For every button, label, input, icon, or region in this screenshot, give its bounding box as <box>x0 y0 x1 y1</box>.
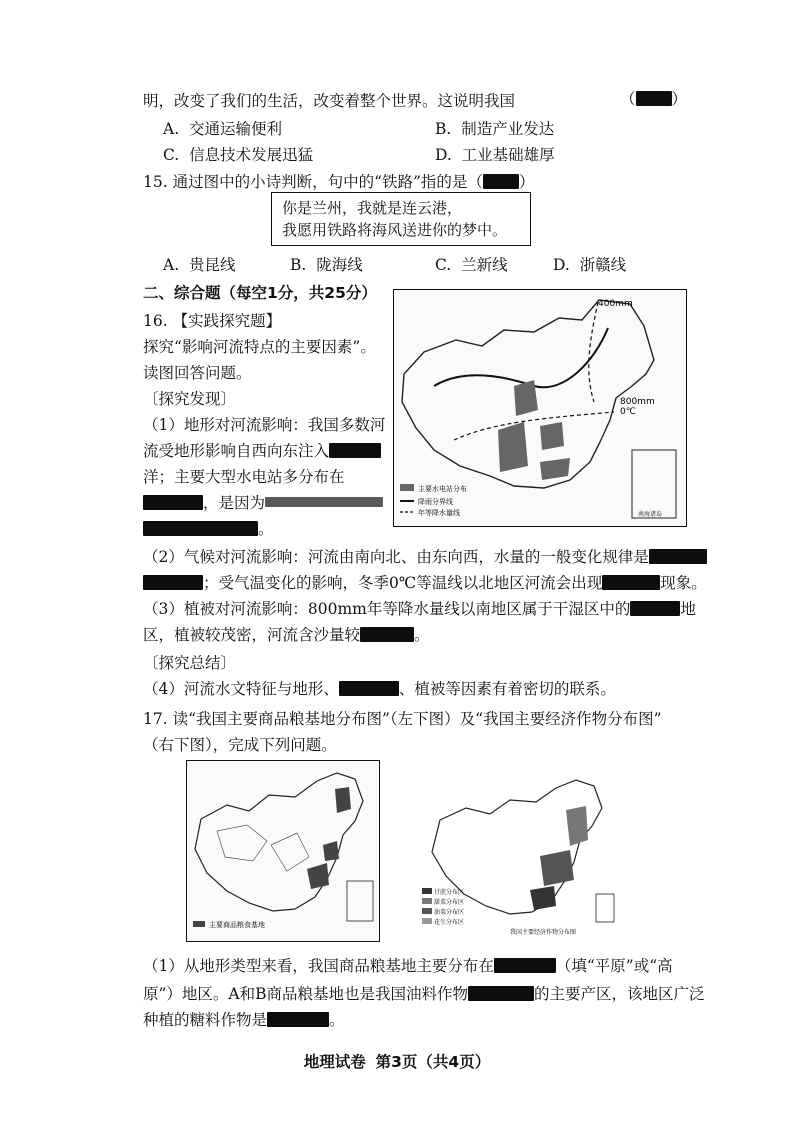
hydro-region-3 <box>540 422 564 450</box>
q16-p2-b: ；受气温变化的影响，冬季0℃等温线以北地区河流会出现 现象。 <box>143 572 707 594</box>
crop-legend-label-4: 花生分布区 <box>434 919 465 926</box>
crop-legend-label-1: 甘蔗分布区 <box>434 889 465 896</box>
q16-p1-d: ，是因为 <box>143 492 383 514</box>
south-china-sea-inset <box>632 450 676 518</box>
page-footer <box>0 1050 794 1072</box>
q16-map-svg <box>394 290 686 526</box>
q16-p1-e: 。 <box>143 518 274 540</box>
q15-option-d[interactable]: D. 浙赣线 <box>553 256 627 274</box>
q17-line-2: （右下图），完成下列问题。 <box>143 736 337 754</box>
q14-option-d[interactable]: D. 工业基础雄厚 <box>435 146 555 164</box>
q16-blank-9[interactable] <box>360 627 414 642</box>
q17-line-1: 17. 读“我国主要商品粮基地分布图”（左下图）及“我国主要经济作物分布图” <box>143 710 662 728</box>
q14-answer-paren: （ ） <box>620 90 688 108</box>
label-0c: 0℃ <box>620 407 636 417</box>
q15-answer-blank[interactable] <box>483 174 519 189</box>
label-400mm: 400mm <box>598 299 633 309</box>
q16-river-map <box>393 289 687 527</box>
q16-blank-8[interactable] <box>630 601 680 616</box>
inset-label: 南海诸岛 <box>638 511 663 518</box>
q16-blank-7[interactable] <box>602 575 660 590</box>
isohyet-800 <box>454 412 614 440</box>
q16-p4: （4）河流水文特征与地形、 、植被等因素有着密切的联系。 <box>143 680 616 698</box>
q16-p3-a: （3）植被对河流影响：800mm年等降水量线以南地区属于干湿区中的 地 <box>143 600 696 618</box>
crop-legend-label-3: 油菜分布区 <box>434 909 465 916</box>
q15-stem: 15. 通过图中的小诗判断，句中的“铁路”指的是（ ） <box>143 173 535 191</box>
q16-blank-4[interactable] <box>143 521 258 536</box>
q16-blank-2[interactable] <box>143 495 203 510</box>
footer-subject: 地理试卷 <box>303 1053 366 1071</box>
q17-blank-2[interactable] <box>468 986 534 1001</box>
q16-discovery: 〔探究发现〕 <box>143 390 237 408</box>
crop-legend-swatch-4 <box>422 918 432 924</box>
q16-summary: 〔探究总结〕 <box>143 654 237 672</box>
hydro-region-2 <box>498 422 528 472</box>
q16-p1-c: 洋；主要大型水电站多分布在 <box>143 468 345 486</box>
poem-line-1: 你是兰州，我就是连云港， <box>282 199 463 217</box>
grain-legend-swatch <box>193 921 205 927</box>
q17-crop-map <box>420 770 620 938</box>
q14-option-b[interactable]: B. 制造产业发达 <box>435 120 555 138</box>
crop-legend-swatch-2 <box>422 898 432 904</box>
q15-option-b[interactable]: B. 陇海线 <box>290 256 363 274</box>
hydro-region-4 <box>540 458 570 480</box>
grain-map-svg <box>187 761 379 941</box>
q15-poem-box <box>271 192 531 246</box>
grain-base-center <box>307 863 329 889</box>
q17-blank-3[interactable] <box>267 1012 329 1027</box>
crop-legend-label-2: 甜菜分布区 <box>434 899 465 906</box>
q17-blank-1[interactable] <box>494 958 556 973</box>
legend-divide-label: 降雨分界线 <box>418 498 453 506</box>
q17-p1-e: 种植的糖料作物是 。 <box>143 1011 345 1029</box>
q14-option-c[interactable]: C. 信息技术发展迅猛 <box>163 146 314 164</box>
q16-p3-c: 区，植被较茂密，河流含沙量较 。 <box>143 626 430 644</box>
rainfall-divide-line <box>434 328 608 387</box>
q16-blank-6[interactable] <box>143 575 203 590</box>
legend-hydro-label: 主要水电站分布 <box>418 485 467 493</box>
hydro-region-1 <box>514 380 538 416</box>
q14-option-a[interactable]: A. 交通运输便利 <box>163 120 282 138</box>
q16-heading: 16. 【实践探究题】 <box>143 312 282 330</box>
q15-option-c[interactable]: C. 兰新线 <box>435 256 508 274</box>
q16-blank-1[interactable] <box>329 443 381 458</box>
q16-intro-1: 探究“影响河流特点的主要因素”。 <box>143 338 376 356</box>
section2-title: 二、综合题（每空1分，共25分） <box>143 284 377 302</box>
legend-isohyet-label: 年等降水量线 <box>418 509 460 517</box>
q15-option-a[interactable]: A. 贵昆线 <box>163 256 236 274</box>
crop-legend-swatch-3 <box>422 908 432 914</box>
grain-inset <box>347 881 373 921</box>
crop-rape-region <box>540 850 574 886</box>
q16-blank-5[interactable] <box>649 549 707 564</box>
footer-page: 第3页（共4页） <box>375 1053 491 1071</box>
crop-beet-region <box>566 806 588 846</box>
q16-blank-3[interactable] <box>265 497 383 507</box>
q17-grain-map <box>186 760 380 942</box>
q16-p1-a: （1）地形对河流影响：我国多数河 <box>143 416 386 434</box>
grain-base-east <box>323 841 339 861</box>
q17-p1-c: 原”）地区。A和B商品粮基地也是我国油料作物 的主要产区，该地区广泛 <box>143 985 705 1003</box>
crop-map-title: 我国主要经济作物分布图 <box>510 929 577 936</box>
poem-line-2: 我愿用铁路将海风送进你的梦中。 <box>282 221 508 239</box>
q17-p1-a: （1）从地形类型来看，我国商品粮基地主要分布在 （填“平原”或“高 <box>143 957 673 975</box>
grain-legend-label: 主要商品粮食基地 <box>209 921 265 929</box>
crop-sugarcane-region <box>530 886 556 910</box>
legend-hydro-swatch <box>400 484 414 491</box>
grain-provinces <box>217 825 309 871</box>
q16-p2-a: （2）气候对河流影响：河流由南向北、由东向西，水量的一般变化规律是 <box>143 546 707 568</box>
q16-p1-b: 流受地形影响自西向东注入 <box>143 440 381 462</box>
isohyet-400 <box>589 302 598 402</box>
q14-stem: 明，改变了我们的生活，改变着整个世界。这说明我国 <box>143 92 516 110</box>
q16-blank-10[interactable] <box>339 681 399 696</box>
crop-map-svg <box>420 770 620 938</box>
crop-legend-swatch-1 <box>422 888 432 894</box>
q16-intro-2: 读图回答问题。 <box>143 364 252 382</box>
crop-inset <box>596 894 614 922</box>
grain-base-northeast <box>335 787 351 813</box>
q14-answer-blank[interactable] <box>636 91 672 106</box>
label-800mm: 800mm <box>620 397 655 407</box>
